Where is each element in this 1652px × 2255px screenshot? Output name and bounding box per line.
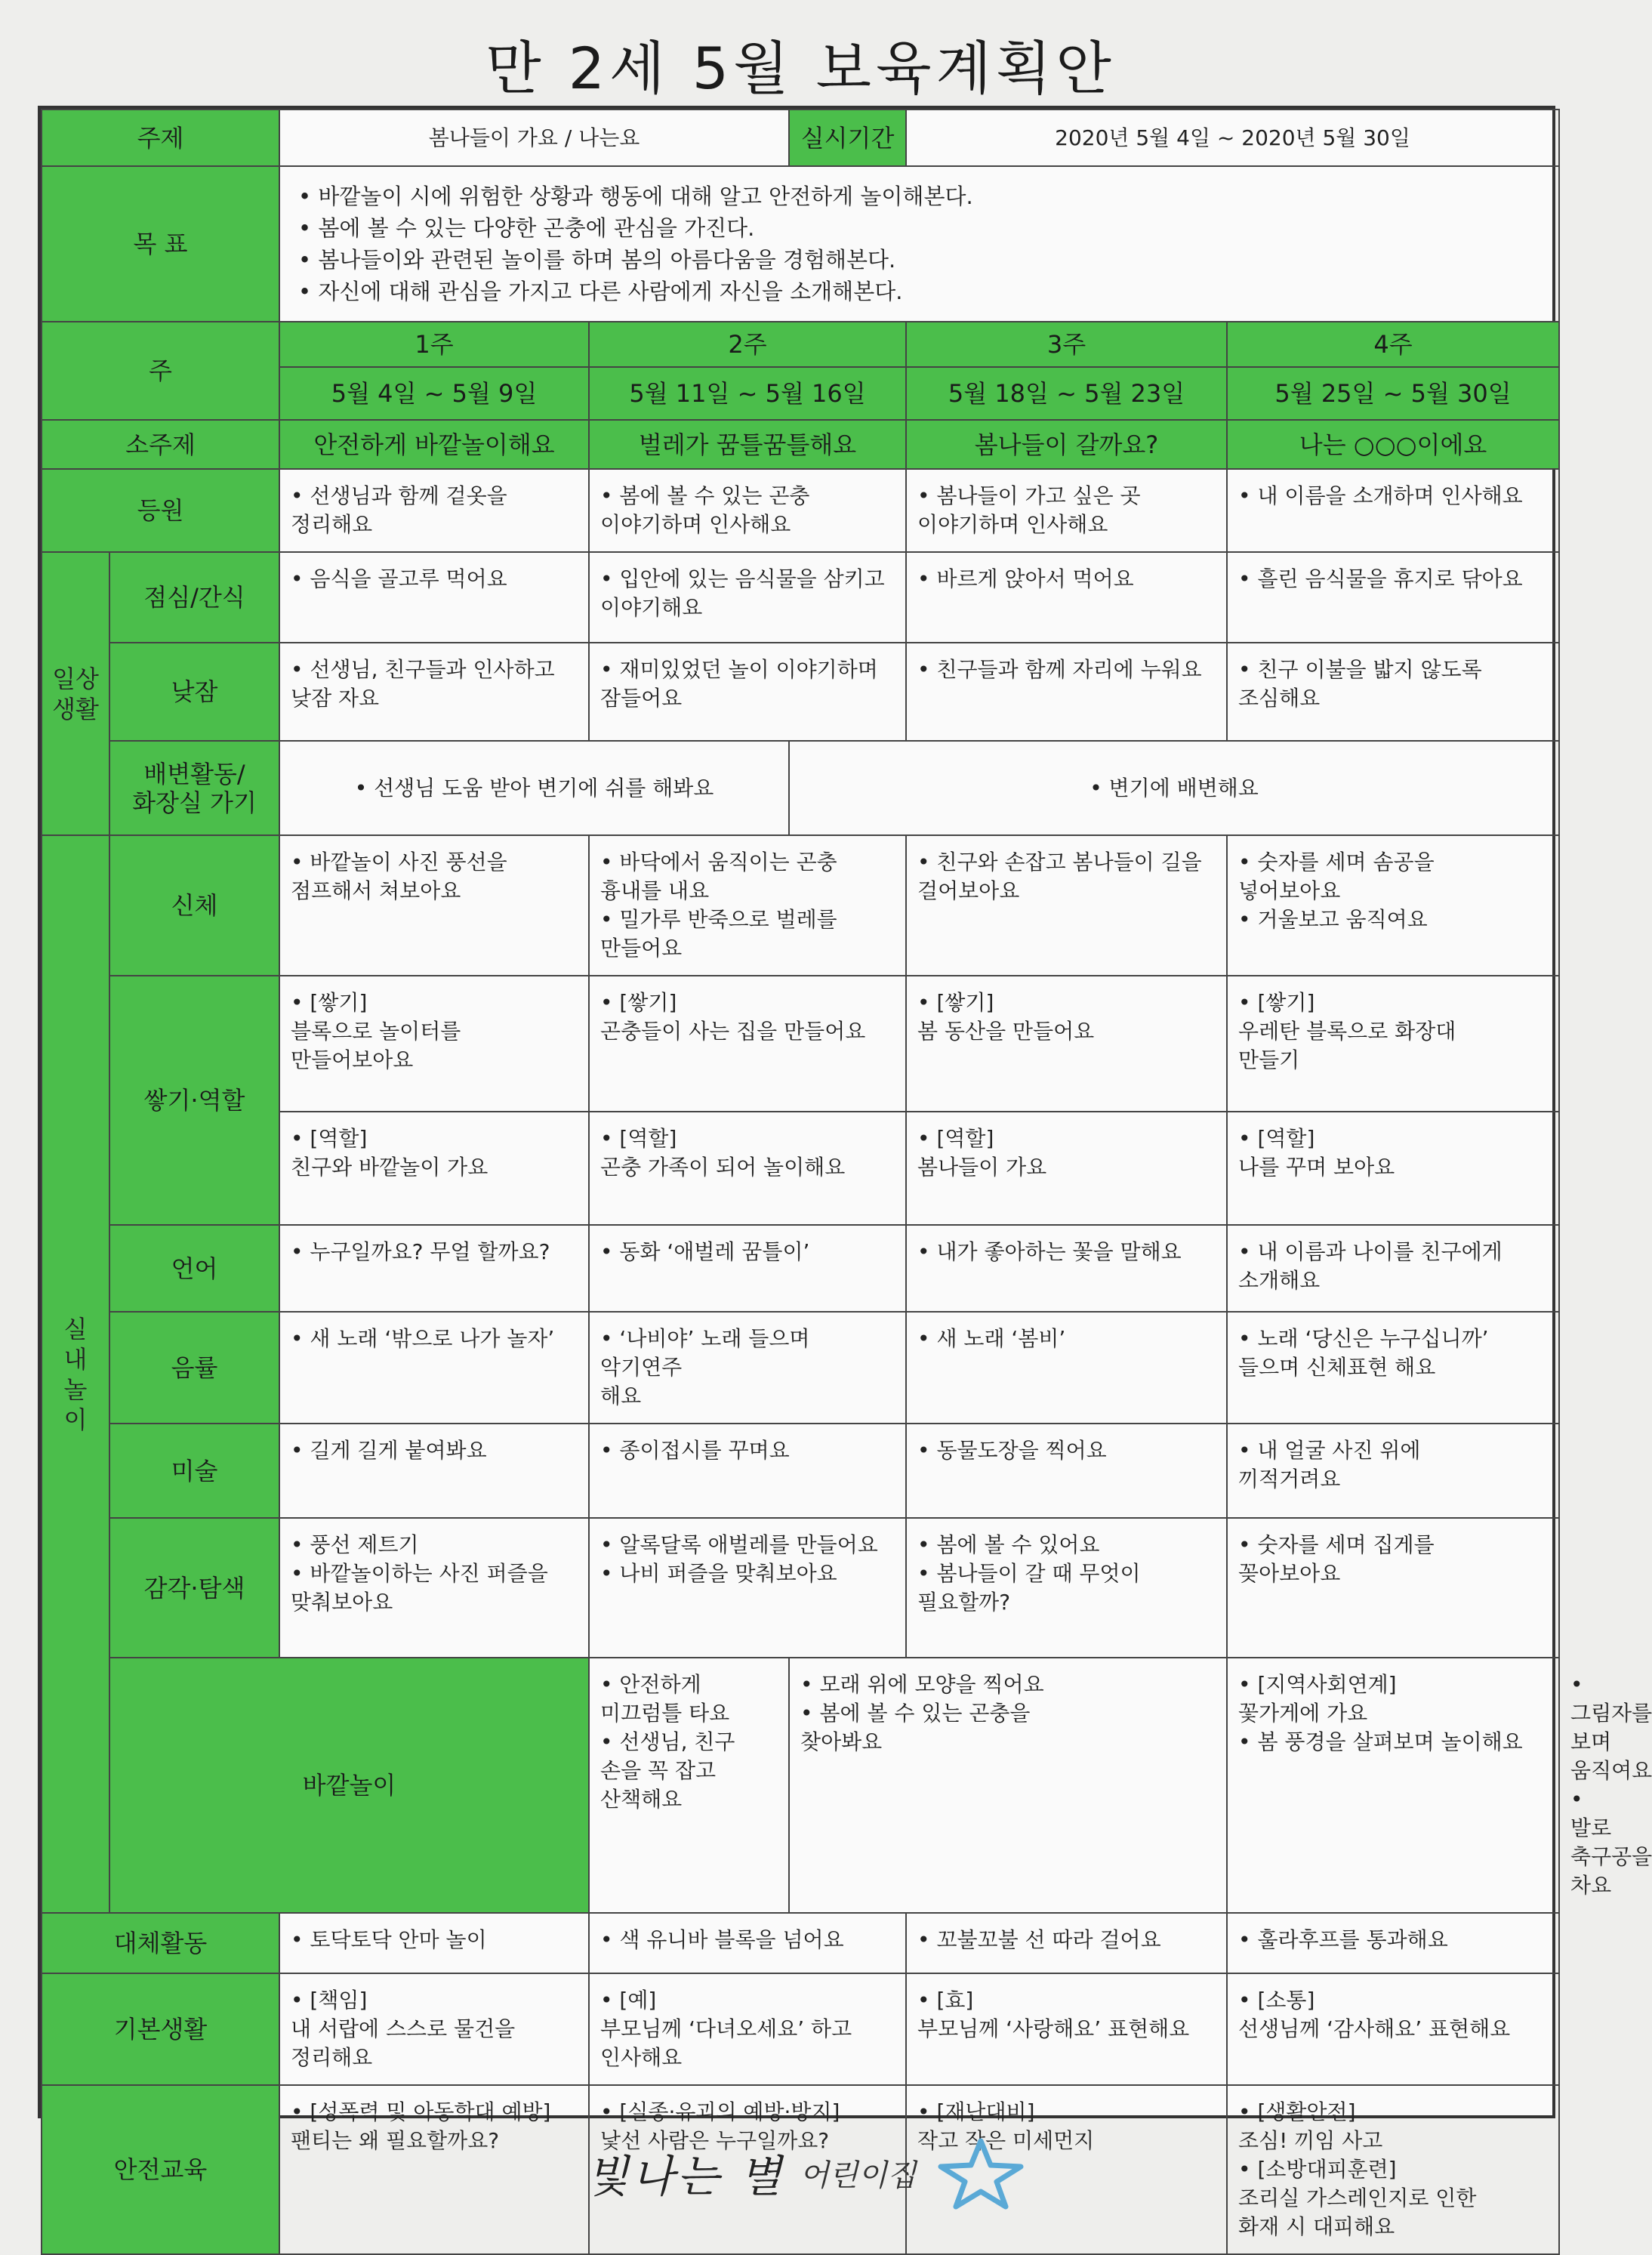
arrival-cell-4: • 내 이름을 소개하며 인사해요: [1227, 469, 1559, 552]
sense-cell-2: • 알록달록 애벌레를 만들어요 • 나비 퍼즐을 맞춰보아요: [589, 1518, 906, 1658]
music-label: 음률: [109, 1312, 279, 1424]
language-row: [42, 1225, 1559, 1312]
outdoor-cell-2: • 모래 위에 모양을 찍어요 • 봄에 볼 수 있는 곤충을 찾아봐요: [789, 1658, 1227, 1913]
basic-cell-3: • [효] 부모님께 ‘사랑해요’ 표현해요: [906, 1973, 1227, 2085]
body-cell-1: • 바깥놀이 사진 풍선을 점프해서 쳐보아요: [279, 835, 589, 976]
week-4-dates: 5월 25일 ~ 5월 30일: [1227, 367, 1559, 420]
subtheme-row: [42, 420, 1559, 469]
music-row: [42, 1312, 1559, 1424]
arrival-cell-2: • 봄에 볼 수 있는 곤충 이야기하며 인사해요: [589, 469, 906, 552]
language-cell-3: • 내가 좋아하는 꽃을 말해요: [906, 1225, 1227, 1312]
subtheme-2: 벌레가 꿈틀꿈틀해요: [589, 420, 906, 469]
nap-cell-4: • 친구 이불을 밟지 않도록 조심해요: [1227, 643, 1559, 741]
language-cell-2: • 동화 ‘애벌레 꿈틀이’: [589, 1225, 906, 1312]
role-cell-4: • [역할] 나를 꾸며 보아요: [1227, 1112, 1559, 1225]
alt-label: 대체활동: [42, 1913, 279, 1973]
art-row: [42, 1424, 1559, 1518]
lunch-label: 점심/간식: [109, 552, 279, 643]
lunch-cell-4: • 흘린 음식물을 휴지로 닦아요: [1227, 552, 1559, 643]
toilet-label: 배변활동/ 화장실 가기: [109, 741, 279, 835]
page-title: 만 2세 5월 보육계획안: [485, 35, 1116, 102]
safety-cell-3: • [재난대비] 작고 작은 미세먼지: [906, 2085, 1227, 2254]
week-2-dates: 5월 11일 ~ 5월 16일: [589, 367, 906, 420]
role-cell-3: • [역할] 봄나들이 가요: [906, 1112, 1227, 1225]
art-label: 미술: [109, 1424, 279, 1518]
sense-cell-1: • 풍선 제트기 • 바깥놀이하는 사진 퍼즐을 맞춰보아요: [279, 1518, 589, 1658]
language-cell-4: • 내 이름과 나이를 친구에게 소개해요: [1227, 1225, 1559, 1312]
plan-table: [41, 109, 1652, 2255]
kindergarten-logo: [574, 2131, 1042, 2214]
lunch-row: [42, 552, 1559, 643]
block-cell-3: • [쌓기] 봄 동산을 만들어요: [906, 976, 1227, 1112]
basic-cell-2: • [예] 부모님께 ‘다녀오세요’ 하고 인사해요: [589, 1973, 906, 2085]
body-label: 신체: [109, 835, 279, 976]
toilet-cell-1: • 선생님 도움 받아 변기에 쉬를 해봐요: [279, 741, 789, 835]
period-label: 실시기간: [789, 110, 906, 166]
sense-cell-4: • 숫자를 세며 집게를 꽂아보아요: [1227, 1518, 1559, 1658]
theme-value: 봄나들이 가요 / 나는요: [279, 110, 789, 166]
body-cell-4: • 숫자를 세며 솜공을 넣어보아요 • 거울보고 움직여요: [1227, 835, 1559, 976]
theme-row: [42, 110, 1559, 166]
block-row: [42, 976, 1559, 1112]
goal-label: 목 표: [42, 166, 279, 322]
goal-row: [42, 166, 1559, 322]
art-cell-4: • 내 얼굴 사진 위에 끼적거려요: [1227, 1424, 1559, 1518]
star-icon: [932, 2135, 1030, 2210]
language-label: 언어: [109, 1225, 279, 1312]
alt-cell-1: • 토닥토닥 안마 놀이: [279, 1913, 589, 1973]
alt-cell-4: • 훌라후프를 통과해요: [1227, 1913, 1559, 1973]
safety-cell-2: • [실종·유괴의 예방·방지] 낯선 사람은 누구일까요?: [589, 2085, 906, 2254]
week-3-dates: 5월 18일 ~ 5월 23일: [906, 367, 1227, 420]
nap-cell-1: • 선생님, 친구들과 인사하고 낮잠 자요: [279, 643, 589, 741]
subtheme-1: 안전하게 바깥놀이해요: [279, 420, 589, 469]
basic-row: [42, 1973, 1559, 2085]
music-cell-2: • ‘나비야’ 노래 들으며 악기연주 해요: [589, 1312, 906, 1424]
art-cell-1: • 길게 길게 붙여봐요: [279, 1424, 589, 1518]
logo-text: 빛나는 별: [586, 2151, 784, 2202]
safety-cell-4: • [생활안전] 조심! 끼임 사고 • [소방대피훈련] 조리실 가스레인지로 인한 화재 시 대피해요: [1227, 2085, 1559, 2254]
role-cell-2: • [역할] 곤충 가족이 되어 놀이해요: [589, 1112, 906, 1225]
subtheme-3: 봄나들이 갈까요?: [906, 420, 1227, 469]
lunch-cell-2: • 입안에 있는 음식물을 삼키고 이야기해요: [589, 552, 906, 643]
lunch-cell-3: • 바르게 앉아서 먹어요: [906, 552, 1227, 643]
sense-cell-3: • 봄에 볼 수 있어요 • 봄나들이 갈 때 무엇이 필요할까?: [906, 1518, 1227, 1658]
week-row: [42, 322, 1559, 367]
basic-cell-4: • [소통] 선생님께 ‘감사해요’ 표현해요: [1227, 1973, 1559, 2085]
block-cell-4: • [쌓기] 우레탄 블록으로 화장대 만들기: [1227, 976, 1559, 1112]
block-role-label: 쌓기·역할: [109, 976, 279, 1225]
logo-subtext: 어린이집: [800, 2158, 917, 2193]
language-cell-1: • 누구일까요? 무얼 할까요?: [279, 1225, 589, 1312]
sense-label: 감각·탐색: [109, 1518, 279, 1658]
arrival-row: [42, 469, 1559, 552]
toilet-row: [42, 741, 1559, 835]
arrival-label: 등원: [42, 469, 279, 552]
music-cell-1: • 새 노래 ‘밖으로 나가 놀자’: [279, 1312, 589, 1424]
toilet-cell-2: • 변기에 배변해요: [789, 741, 1559, 835]
alt-row: [42, 1913, 1559, 1973]
nap-label: 낮잠: [109, 643, 279, 741]
outdoor-cell-3: • [지역사회연계] 꽃가게에 가요 • 봄 풍경을 살펴보며 놀이해요: [1227, 1658, 1559, 1913]
outdoor-label: 바깥놀이: [109, 1658, 589, 1913]
safety-label: 안전교육: [42, 2085, 279, 2254]
alt-cell-3: • 꼬불꼬불 선 따라 걸어요: [906, 1913, 1227, 1973]
block-cell-1: • [쌓기] 블록으로 놀이터를 만들어보아요: [279, 976, 589, 1112]
alt-cell-2: • 색 유니바 블록을 넘어요: [589, 1913, 906, 1973]
body-row: [42, 835, 1559, 976]
outdoor-row: 바깥놀이 • 안전하게 미끄럼틀 타요 • 선생님, 친구 손을 꼭 잡고 산책해요 • 모래 위에 모양을 찍어요 • 봄에 볼 수 있는 곤충을 찾아봐요 • [지역사회연계] 꽃가게에 가요 • 봄 풍경을 살펴보며 놀이해요 • 그림자를 보며 움직여요 • 발로 축구공을 차요: [42, 1658, 1559, 1913]
music-cell-4: • 노래 ‘당신은 누구십니까’ 들으며 신체표현 해요: [1227, 1312, 1559, 1424]
music-cell-3: • 새 노래 ‘봄비’: [906, 1312, 1227, 1424]
role-cell-1: • [역할] 친구와 바깥놀이 가요: [279, 1112, 589, 1225]
art-cell-2: • 종이접시를 꾸며요: [589, 1424, 906, 1518]
subtheme-4: 나는 ○○○이에요: [1227, 420, 1559, 469]
body-cell-3: • 친구와 손잡고 봄나들이 길을 걸어보아요: [906, 835, 1227, 976]
nap-cell-3: • 친구들과 함께 자리에 누워요: [906, 643, 1227, 741]
basic-label: 기본생활: [42, 1973, 279, 2085]
lunch-cell-1: • 음식을 골고루 먹어요: [279, 552, 589, 643]
block-cell-2: • [쌓기] 곤충들이 사는 집을 만들어요: [589, 976, 906, 1112]
week-1-dates: 5월 4일 ~ 5월 9일: [279, 367, 589, 420]
nap-row: [42, 643, 1559, 741]
goal-text: • 바깥놀이 시에 위험한 상황과 행동에 대해 알고 안전하게 놀이해본다. • 봄에 볼 수 있는 다양한 곤충에 관심을 가진다. • 봄나들이와 관련된 놀이를 하며 봄의 아름다움을 경험해본다. • 자신에 대해 관심을 가지고 다른 사람에게 자신을 소개해본다.: [279, 166, 1559, 322]
subtheme-label: 소주제: [42, 420, 279, 469]
art-cell-3: • 동물도장을 찍어요: [906, 1424, 1227, 1518]
outdoor-cell-1: • 안전하게 미끄럼틀 타요 • 선생님, 친구 손을 꼭 잡고 산책해요: [589, 1658, 789, 1913]
body-cell-2: • 바닥에서 움직이는 곤충 흉내를 내요 • 밀가루 반죽으로 벌레를 만들어요: [589, 835, 906, 976]
week-4-name: 4주: [1227, 322, 1559, 367]
week-label: 주: [42, 322, 279, 420]
basic-cell-1: • [책임] 내 서랍에 스스로 물건을 정리해요: [279, 1973, 589, 2085]
theme-label: 주제: [42, 110, 279, 166]
sense-row: [42, 1518, 1559, 1658]
nap-cell-2: • 재미있었던 놀이 이야기하며 잠들어요: [589, 643, 906, 741]
week-2-name: 2주: [589, 322, 906, 367]
safety-cell-1: • [성폭력 및 아동학대 예방] 팬티는 왜 필요할까요?: [279, 2085, 589, 2254]
period-value: 2020년 5월 4일 ~ 2020년 5월 30일: [906, 110, 1559, 166]
week-3-name: 3주: [906, 322, 1227, 367]
arrival-cell-1: • 선생님과 함께 겉옷을 정리해요: [279, 469, 589, 552]
week-1-name: 1주: [279, 322, 589, 367]
indoor-play-label: 실 내 놀 이: [42, 835, 109, 1913]
arrival-cell-3: • 봄나들이 가고 싶은 곳 이야기하며 인사해요: [906, 469, 1227, 552]
daily-life-label: 일상 생활: [42, 552, 109, 835]
